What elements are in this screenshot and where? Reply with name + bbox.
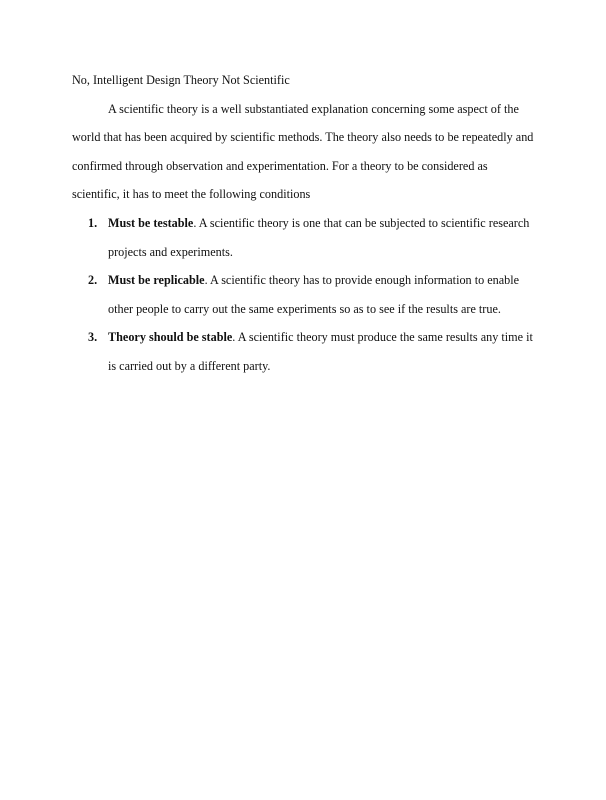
list-item [72, 266, 536, 323]
document-body [72, 66, 536, 381]
intro-paragraph: A scientific theory is a well substantiated explanation concerning some aspect of the world that has been acquired by scientific methods. The theory also needs to be repeatedly and confirmed through observation and experimentation. For a theory to be considered as scientific, it has to meet the following conditions [72, 101, 534, 202]
list-item-term: Must be replicable [108, 273, 205, 288]
list-item [72, 209, 536, 266]
list-item-text: . A scientific theory is one that can be subjected to scientific research projects and experiments. [108, 215, 530, 259]
list-item-term: Theory should be stable [108, 330, 233, 345]
list-item-text: . A scientific theory has to provide enough information to enable other people to carry out the same experiments so as to see if the results are true. [108, 273, 520, 316]
list-item [72, 323, 536, 380]
list-item-text: . A scientific theory must produce the same results any time it is carried out by a different party. [108, 330, 533, 373]
conditions-list [72, 209, 536, 381]
list-item-number: 1. [88, 215, 98, 230]
list-item-number: 3. [88, 330, 98, 345]
document-title: No, Intelligent Design Theory Not Scientific [72, 73, 290, 87]
list-item-term: Must be testable [108, 215, 194, 230]
list-item-number: 2. [88, 273, 98, 288]
